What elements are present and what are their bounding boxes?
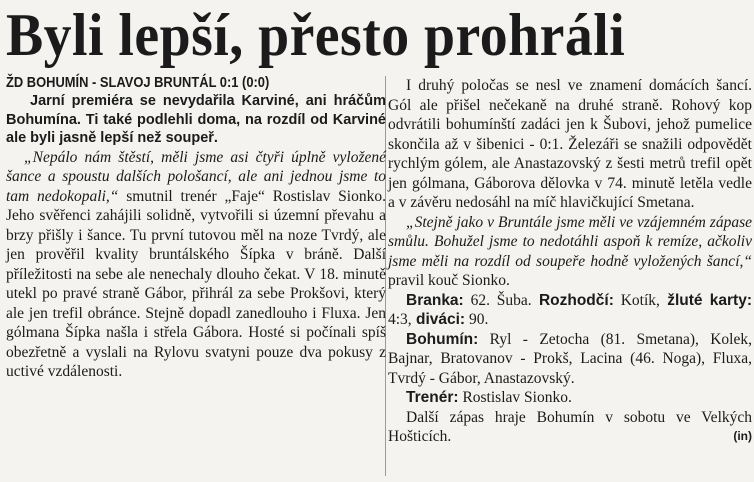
- body-text-1: smutnil trenér „Faje“ Rostislav Sionko. Jeho svěřenci zahájili solidně, vytvořili si územní převahu a brzy přišly i šance. Tu první tutovou měl na noze Tvrdý, ale jen prověřil kvality bruntálského Šípka v bráně. Další příležitosti na sebe ale nenechaly dlouho čekat. V 18. minutě utekl po pravé straně Gábor, přihrál za sebe Prokšovi, který ale jen trefil obránce. Stejně dopadl zanedlouho i Fluxa. Jen gólmana Šípka našla i střela Gábora. Hosté si počínali spíš obezřetně a vyslali na Rylovu svatyni pouze dva pokusy z uctivé vzdálenosti.: [6, 187, 386, 380]
- body-paragraph-3: [388, 213, 752, 291]
- coach-quote-1: „Nepálo nám štěstí, měli jsme asi čtyři úplně vyložené šance a spoustu dalších pološancí, ale ani jednou jsme to tam nedokopali,“: [6, 148, 386, 205]
- coach-line: [388, 388, 752, 408]
- coach-value: Rostislav Sionko.: [458, 389, 572, 406]
- body-paragraph-2: I druhý poločas se nesl ve znamení domácích šancí. Gól ale přišel nečekaně na druhé straně. Rohový kop odvrátili bohumínští zadáci jen k Šubovi, jehož pumelice skončila až v šibenici - 0:1. Železáři se snažili odpovědět rychlým gólem, ale Anastazovský z šesti metrů trefil opět jen gólmana, Gáborova dělovka v 74. minutě letěla vedle a v závěru nedosáhl na míč hlavičkující Smetana.: [388, 77, 752, 211]
- cards-label: žluté karty:: [659, 291, 752, 309]
- lead-paragraph: Jarní premiéra se nevydařila Karviné, ani hráčům Bohumína. Ti také podlehli doma, na rozdíl od Karviné ale byli jasně lepší než soupeř.: [6, 93, 386, 146]
- left-column: [6, 92, 386, 382]
- goal-label: Branka:: [406, 291, 464, 309]
- author-signature: (in): [733, 429, 752, 443]
- coach-label: Trenér:: [406, 389, 459, 406]
- lineup-label: Bohumín:: [406, 330, 479, 348]
- cards-value: 4:3,: [388, 311, 412, 328]
- match-subhead: ŽD BOHUMÍN - SLAVOJ BRUNTÁL 0:1 (0:0): [6, 74, 270, 91]
- lineup: [388, 330, 752, 389]
- spectators-label: diváci:: [411, 311, 466, 328]
- coach-quote-2: „Stejně jako v Bruntále jsme měli ve vzájemném zápase smůlu. Bohužel jsme to nedotáhli aspoň k remíze, ačkoliv jsme měli na rozdíl od soupeře hodně vyložených šancí,“: [388, 213, 752, 270]
- goal-value: 62. Šuba.: [463, 291, 532, 309]
- right-column: [388, 76, 752, 447]
- spectators-value: 90.: [465, 311, 489, 328]
- next-match-text: Další zápas hraje Bohumín v sobotu ve Velkých Hošticích.: [388, 408, 752, 445]
- referee-value: Kotík,: [613, 291, 660, 309]
- next-match: [388, 408, 752, 447]
- referee-label: Rozhodčí:: [531, 291, 614, 309]
- headline: Byli lepší, přesto prohráli: [6, 2, 626, 68]
- lineup-value: Ryl - Zetocha (81. Smetana), Kolek, Bajnar, Bratovanov - Prokš, Lacina (46. Noga), Fluxa, Tvrdý - Gábor, Anastazovský.: [388, 330, 752, 387]
- quote-attribution: pravil kouč Sionko.: [388, 272, 510, 289]
- match-stats: [388, 291, 752, 330]
- body-paragraph-1: [6, 148, 386, 382]
